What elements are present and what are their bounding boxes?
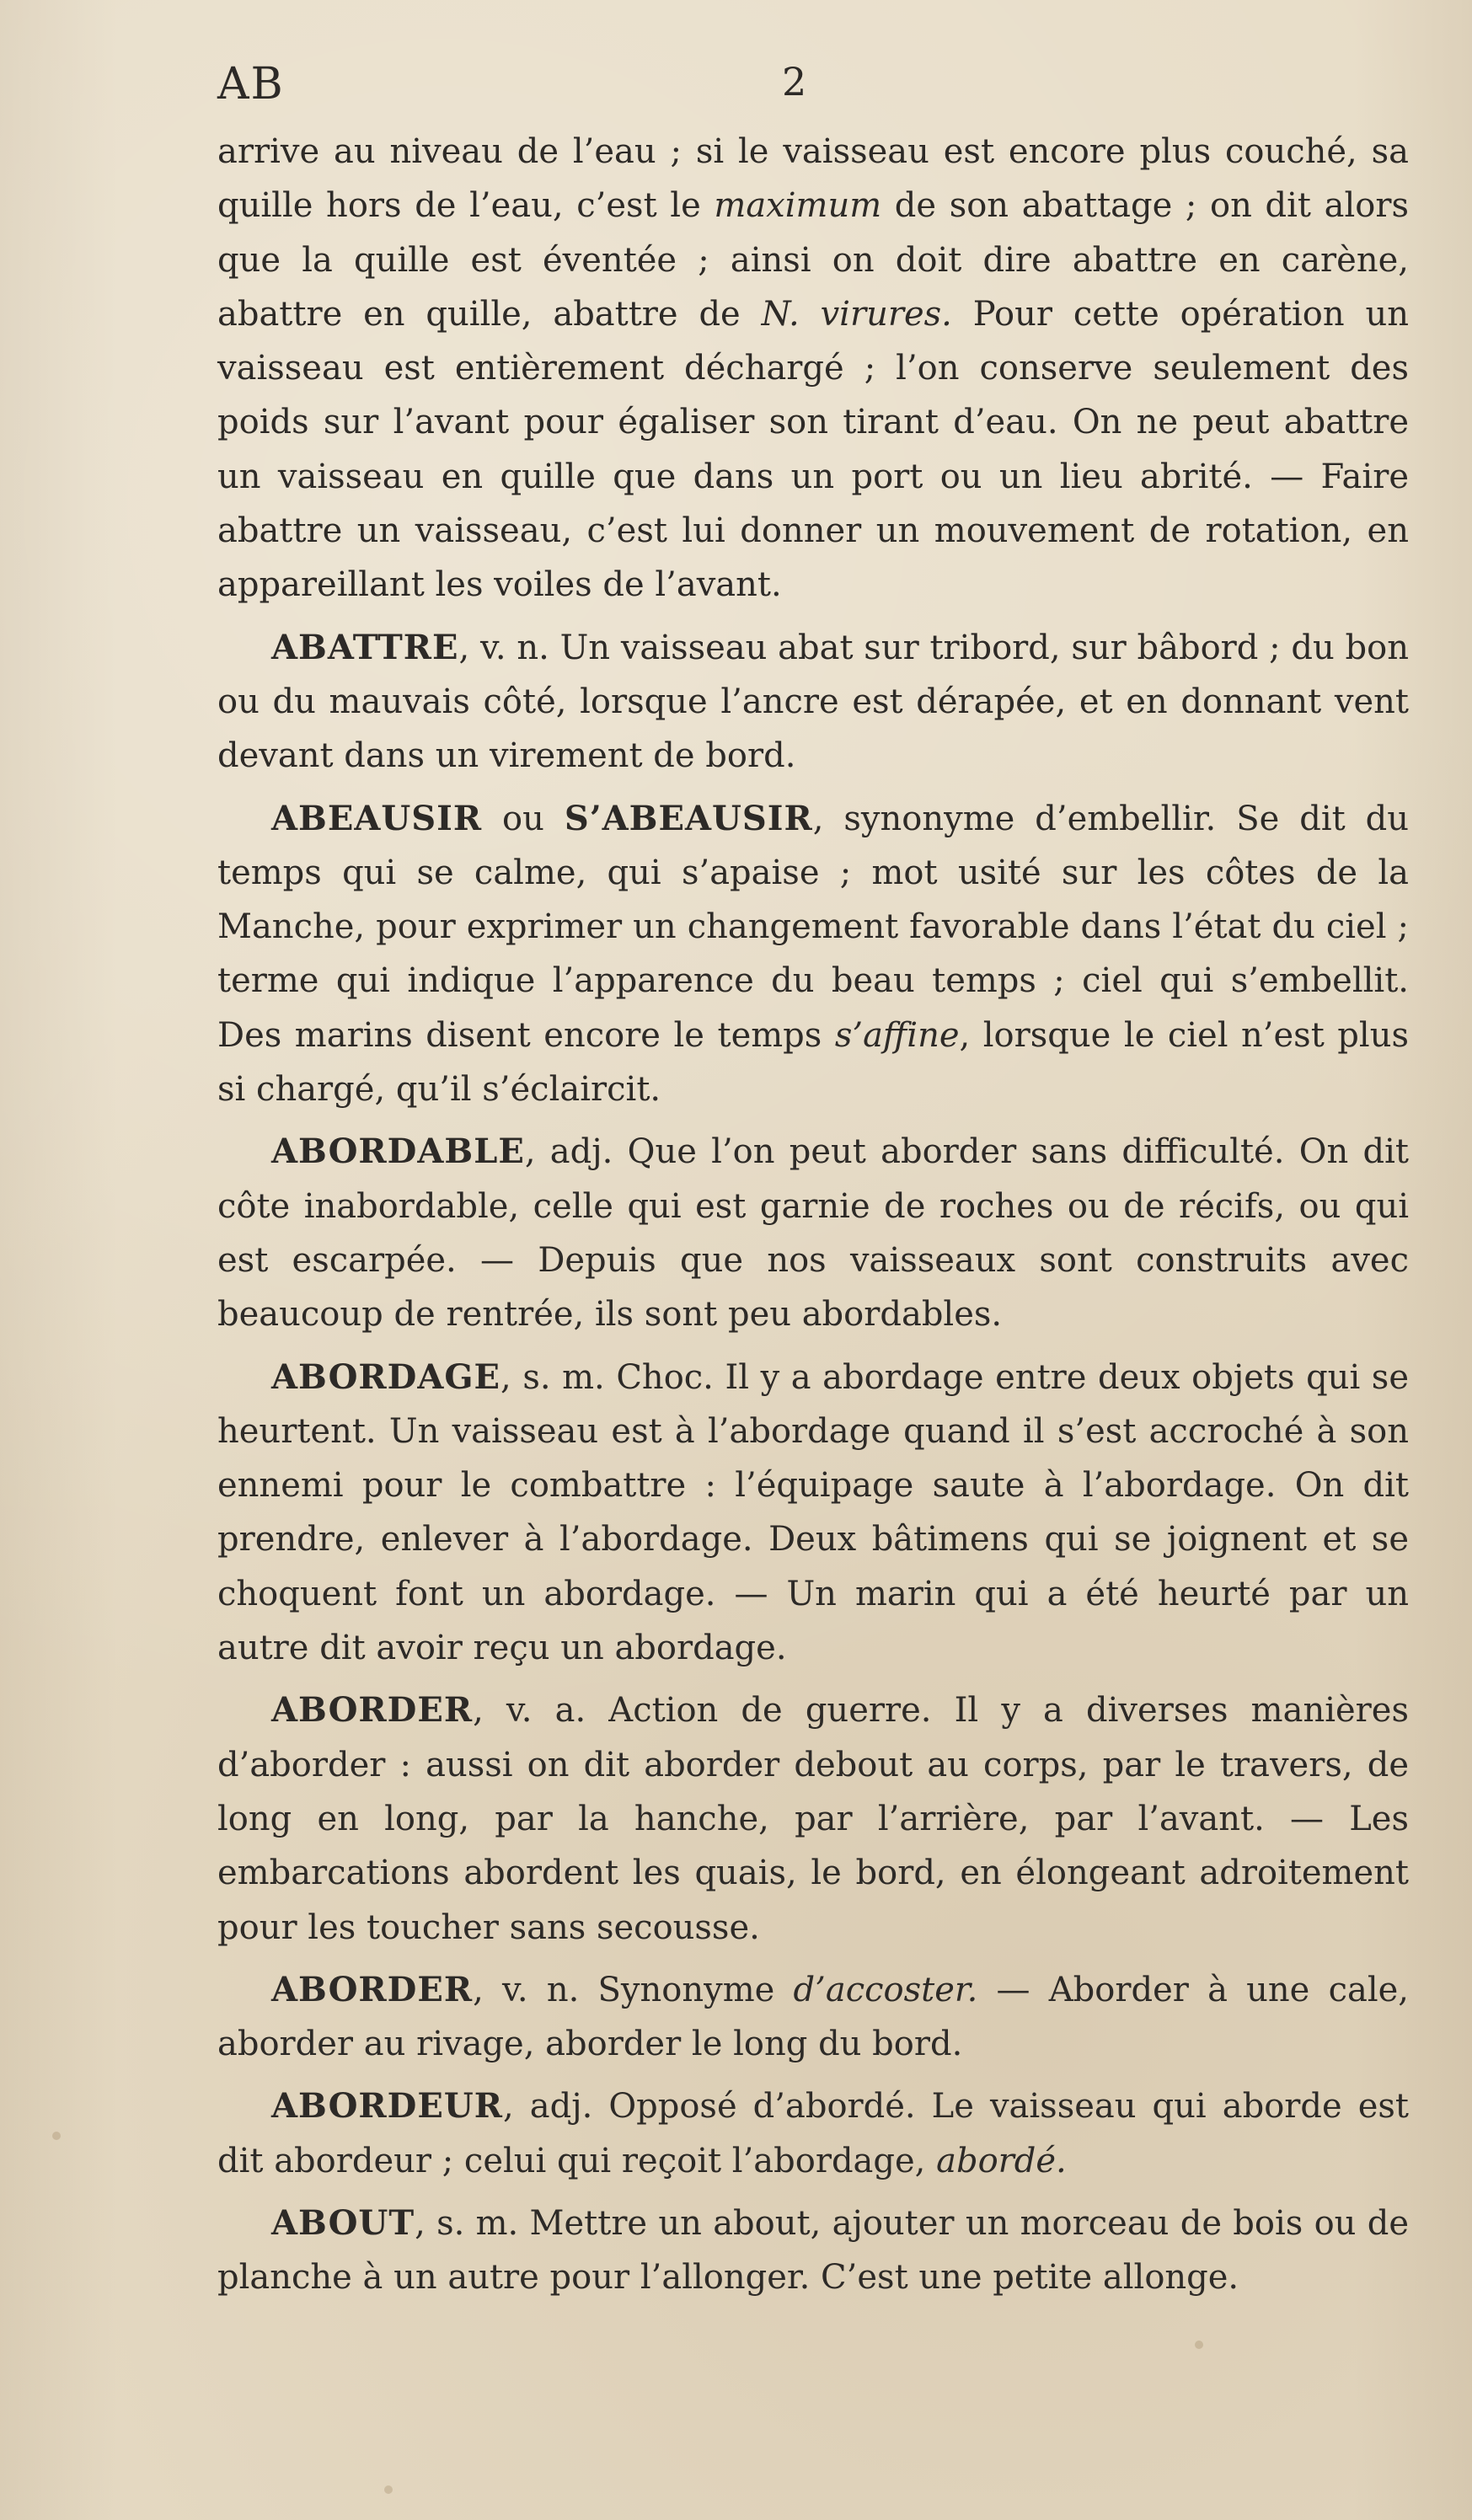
italic-term: d’accoster. <box>793 1970 978 2009</box>
entry-headword: S’ABEAUSIR <box>564 798 813 838</box>
running-head <box>217 59 1409 118</box>
entry-headword: ABORDER <box>271 1969 474 2009</box>
dictionary-entry <box>217 2196 1409 2305</box>
entry-headword: ABORDEUR <box>271 2086 503 2127</box>
dictionary-entry <box>217 1125 1409 1341</box>
entry-text: , s. m. Mettre un about, ajouter un morceau de bois ou de planche à un autre pour l’allonger. C’est une petite allonge. <box>217 2203 1409 2298</box>
italic-term: N. virures. <box>761 294 952 334</box>
italic-term: s’affine <box>834 1015 960 1055</box>
entry-headword: ABORDABLE <box>271 1132 525 1172</box>
dictionary-entry <box>217 792 1409 1117</box>
entry-text: , v. a. Action de guerre. Il y a diverses manières d’aborder : aussi on dit aborder debout au corps, par le travers, de long en long, par la hanche, par l’arrière, par l’avant. — Les embarcations abordent les quais, le bord, en élongeant adroitement pour les toucher sans secousse. <box>217 1691 1409 1947</box>
entry-text: Pour cette opération un vaisseau est entièrement déchargé ; l’on conserve seulement des poids sur l’avant pour égaliser son tirant d’eau. On ne peut abattre un vaisseau en quille que dans un port ou un lieu abrité. — Faire abattre un vaisseau, c’est lui donner un mouvement de rotation, en appareillant les voiles de l’avant. <box>217 294 1409 605</box>
entry-text: , synonyme d’embellir. Se dit du temps qui se calme, qui s’apaise ; mot usité sur les côtes de la Manche, pour exprimer un changement favorable dans l’état du ciel ; terme qui indique l’apparence du beau temps ; ciel qui s’embellit. Des marins disent encore le temps <box>217 799 1410 1055</box>
page-number: 2 <box>782 59 807 104</box>
entry-headword: ABORDER <box>271 1690 474 1731</box>
dictionary-entry <box>217 1683 1409 1954</box>
dictionary-entry <box>217 1963 1409 2072</box>
paper-speck <box>52 2132 61 2140</box>
entry-text: de son abattage ; on dit alors que la quille est éventée ; ainsi on doit dire abattre en carène, abattre en quille, abattre de <box>217 186 1410 334</box>
entry-text: — Aborder à une cale, aborder au rivage, aborder le long du bord. <box>217 1970 1410 2064</box>
page-text <box>217 125 1409 2305</box>
entry-text: , adj. Opposé d’abordé. Le vaisseau qui aborde est dit abordeur ; celui qui reçoit l’abordage, <box>217 2087 1409 2180</box>
entry-text: arrive au niveau de l’eau ; si le vaisseau est encore plus couché, sa quille hors de l’eau, c’est le <box>217 132 1409 226</box>
entry-text: , v. n. Synonyme <box>473 1970 794 2009</box>
dictionary-entry <box>217 1351 1409 1676</box>
paper-speck <box>384 2485 393 2494</box>
dictionary-entry <box>217 621 1409 784</box>
entry-text: , adj. Que l’on peut aborder sans difficulté. On dit côte inabordable, celle qui est garnie de roches ou de récifs, ou qui est escarpée. — Depuis que nos vaisseaux sont construits avec beaucoup de rentrée, ils sont peu abordables. <box>217 1132 1409 1335</box>
entry-text: , lorsque le ciel n’est plus si chargé, qu’il s’éclaircit. <box>217 1015 1409 1110</box>
running-head-section: AB <box>217 59 285 110</box>
entry-headword: ABORDAGE <box>271 1356 501 1397</box>
entry-text: , v. n. Un vaisseau abat sur tribord, sur bâbord ; du bon ou du mauvais côté, lorsque l’ancre est dérapée, et en donnant vent devant dans un virement de bord. <box>217 628 1409 776</box>
continued-text <box>217 125 1409 613</box>
entry-headword: ABEAUSIR <box>271 798 483 838</box>
entry-text: ou <box>482 799 565 838</box>
entry-text: , s. m. Choc. Il y a abordage entre deux objets qui se heurtent. Un vaisseau est à l’abordage quand il s’est accroché à son ennemi pour le combattre : l’équipage saute à l’abordage. On dit prendre, enlever à l’abordage. Deux bâtimens qui se joignent et se choquent font un abordage. — Un marin qui a été heurté par un autre dit avoir reçu un abordage. <box>217 1357 1409 1668</box>
italic-term: maximum <box>714 186 882 226</box>
entry-headword: ABATTRE <box>271 627 459 667</box>
entry-headword: ABOUT <box>271 2202 415 2243</box>
italic-term: abordé. <box>936 2141 1067 2180</box>
paper-speck <box>1195 2341 1203 2349</box>
dictionary-entry <box>217 2079 1409 2188</box>
